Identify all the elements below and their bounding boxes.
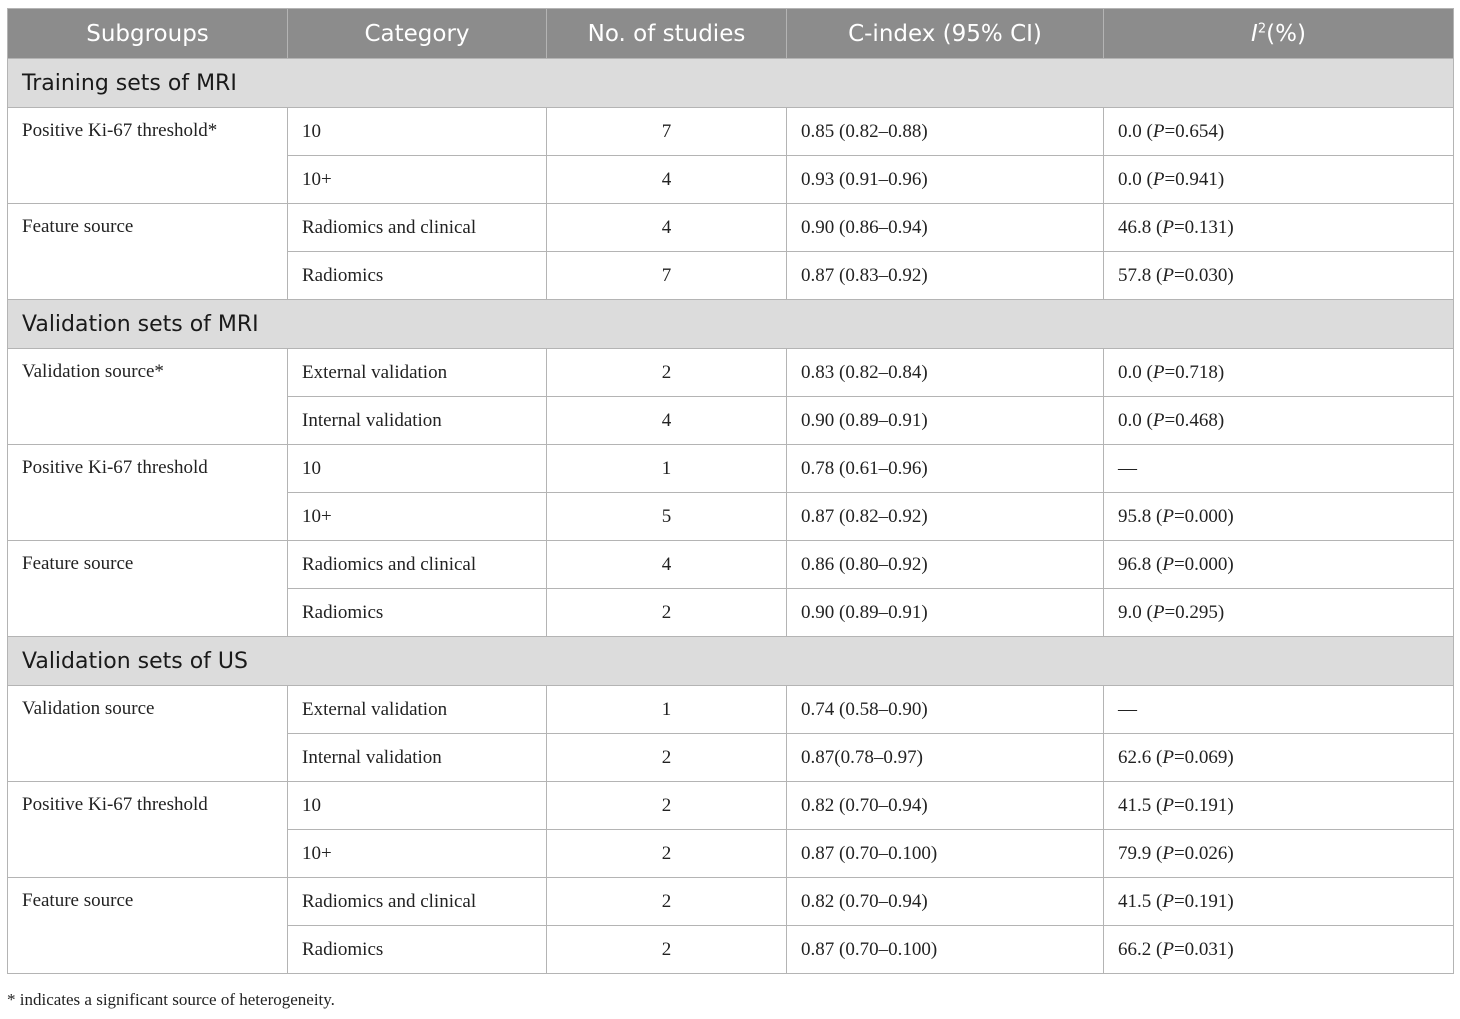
table-row [8,204,1454,252]
i2-value: 96.8 [1118,553,1152,575]
studies-cell: 2 [547,878,787,926]
header-subgroups: Subgroups [8,9,288,59]
i2-cell: 41.5 (P=0.191) [1104,782,1454,830]
header-i2-letter: I [1251,20,1258,47]
cindex-cell: 0.87 (0.82–0.92) [787,493,1104,541]
category-cell: Internal validation [288,734,547,782]
category-cell: 10+ [288,493,547,541]
p-label: P [1162,842,1174,864]
cindex-cell: 0.86 (0.80–0.92) [787,541,1104,589]
i2-cell: 57.8 (P=0.030) [1104,252,1454,300]
p-label: P [1162,505,1174,527]
p-value: =0.031 [1173,938,1228,960]
i2-value: 41.5 [1118,794,1152,816]
studies-cell: 5 [547,493,787,541]
category-cell: Radiomics [288,252,547,300]
cindex-cell: 0.87 (0.70–0.100) [787,830,1104,878]
i2-value: — [1118,457,1137,479]
p-value: =0.069 [1173,746,1228,768]
p-label: P [1162,264,1174,286]
p-label: P [1162,553,1174,575]
category-cell: 10+ [288,156,547,204]
cindex-cell: 0.82 (0.70–0.94) [787,878,1104,926]
p-value: =0.295 [1164,601,1218,623]
category-cell: Radiomics [288,926,547,974]
p-value: =0.191 [1173,890,1228,912]
category-cell: Radiomics and clinical [288,541,547,589]
i2-value: 95.8 [1118,505,1152,527]
table-row [8,782,1454,830]
studies-cell: 2 [547,589,787,637]
p-value: =0.654 [1164,120,1218,142]
table-row [8,349,1454,397]
p-value: =0.000 [1173,505,1228,527]
i2-cell: 9.0 (P=0.295) [1104,589,1454,637]
cindex-cell: 0.90 (0.89–0.91) [787,589,1104,637]
studies-cell: 4 [547,541,787,589]
cindex-cell: 0.85 (0.82–0.88) [787,108,1104,156]
i2-cell: 79.9 (P=0.026) [1104,830,1454,878]
table-row [8,541,1454,589]
studies-cell: 7 [547,108,787,156]
studies-cell: 2 [547,782,787,830]
section-row [8,300,1454,349]
cindex-cell: 0.93 (0.91–0.96) [787,156,1104,204]
subgroup-cell: Positive Ki-67 threshold [8,782,288,878]
category-cell: 10+ [288,830,547,878]
p-label: P [1162,938,1174,960]
studies-cell: 2 [547,830,787,878]
i2-cell: 46.8 (P=0.131) [1104,204,1454,252]
section-row [8,637,1454,686]
cindex-cell: 0.87 (0.83–0.92) [787,252,1104,300]
cindex-cell: 0.82 (0.70–0.94) [787,782,1104,830]
subgroup-cell: Validation source* [8,349,288,445]
subgroup-cell: Feature source [8,878,288,974]
table-body [8,59,1454,974]
studies-cell: 4 [547,204,787,252]
cindex-cell: 0.87 (0.70–0.100) [787,926,1104,974]
table-row [8,108,1454,156]
header-i2-unit: (%) [1266,20,1306,47]
p-label: P [1152,120,1165,142]
subgroup-cell: Feature source [8,204,288,300]
cindex-cell: 0.87(0.78–0.97) [787,734,1104,782]
subgroup-cell: Positive Ki-67 threshold [8,445,288,541]
cindex-cell: 0.90 (0.86–0.94) [787,204,1104,252]
i2-cell: 41.5 (P=0.191) [1104,878,1454,926]
p-label: P [1152,361,1165,383]
cindex-cell: 0.78 (0.61–0.96) [787,445,1104,493]
p-value: =0.026 [1173,842,1228,864]
i2-cell: 0.0 (P=0.468) [1104,397,1454,445]
p-value: =0.718 [1164,361,1218,383]
table-row [8,686,1454,734]
i2-value: 0.0 [1118,120,1142,142]
i2-cell: 62.6 (P=0.069) [1104,734,1454,782]
i2-cell: 96.8 (P=0.000) [1104,541,1454,589]
i2-value: 46.8 [1118,216,1152,238]
i2-cell: 0.0 (P=0.654) [1104,108,1454,156]
p-label: P [1162,746,1174,768]
i2-value: 66.2 [1118,938,1152,960]
section-title: Validation sets of US [8,637,1454,686]
i2-value: — [1118,698,1137,720]
p-label: P [1162,890,1174,912]
cindex-cell: 0.83 (0.82–0.84) [787,349,1104,397]
i2-value: 41.5 [1118,890,1152,912]
studies-cell: 4 [547,397,787,445]
i2-cell: 95.8 (P=0.000) [1104,493,1454,541]
studies-cell: 4 [547,156,787,204]
i2-value: 0.0 [1118,361,1142,383]
p-label: P [1152,409,1165,431]
p-value: =0.468 [1164,409,1218,431]
studies-cell: 7 [547,252,787,300]
category-cell: Radiomics [288,589,547,637]
p-label: P [1162,216,1174,238]
table-row [8,445,1454,493]
i2-value: 62.6 [1118,746,1152,768]
i2-value: 9.0 [1118,601,1142,623]
studies-cell: 2 [547,926,787,974]
cindex-cell: 0.90 (0.89–0.91) [787,397,1104,445]
studies-cell: 2 [547,349,787,397]
subgroup-cell: Validation source [8,686,288,782]
category-cell: 10 [288,108,547,156]
p-label: P [1152,168,1165,190]
subgroup-cell: Feature source [8,541,288,637]
category-cell: External validation [288,686,547,734]
header-row [8,9,1454,59]
section-title: Training sets of MRI [8,59,1454,108]
p-value: =0.191 [1173,794,1228,816]
i2-cell [1104,686,1454,734]
category-cell: Radiomics and clinical [288,878,547,926]
header-studies: No. of studies [547,9,787,59]
i2-value: 0.0 [1118,409,1142,431]
results-table [7,8,1454,974]
p-value: =0.131 [1173,216,1228,238]
cindex-cell: 0.74 (0.58–0.90) [787,686,1104,734]
studies-cell: 1 [547,445,787,493]
category-cell: External validation [288,349,547,397]
studies-cell: 2 [547,734,787,782]
i2-cell [1104,445,1454,493]
i2-cell: 0.0 (P=0.718) [1104,349,1454,397]
p-value: =0.030 [1173,264,1228,286]
section-title: Validation sets of MRI [8,300,1454,349]
p-label: P [1152,601,1165,623]
category-cell: Radiomics and clinical [288,204,547,252]
p-value: =0.941 [1164,168,1218,190]
i2-value: 79.9 [1118,842,1152,864]
subgroup-cell: Positive Ki-67 threshold* [8,108,288,204]
header-i2 [1104,9,1454,59]
category-cell: 10 [288,782,547,830]
category-cell: 10 [288,445,547,493]
category-cell: Internal validation [288,397,547,445]
i2-cell: 66.2 (P=0.031) [1104,926,1454,974]
header-cindex: C-index (95% CI) [787,9,1104,59]
i2-value: 57.8 [1118,264,1152,286]
p-value: =0.000 [1173,553,1228,575]
i2-value: 0.0 [1118,168,1142,190]
header-category: Category [288,9,547,59]
studies-cell: 1 [547,686,787,734]
i2-cell: 0.0 (P=0.941) [1104,156,1454,204]
p-label: P [1162,794,1174,816]
footnote: * indicates a significant source of heterogeneity. [7,990,335,1009]
section-row [8,59,1454,108]
header-i2-superscript: 2 [1257,20,1267,36]
table-row [8,878,1454,926]
